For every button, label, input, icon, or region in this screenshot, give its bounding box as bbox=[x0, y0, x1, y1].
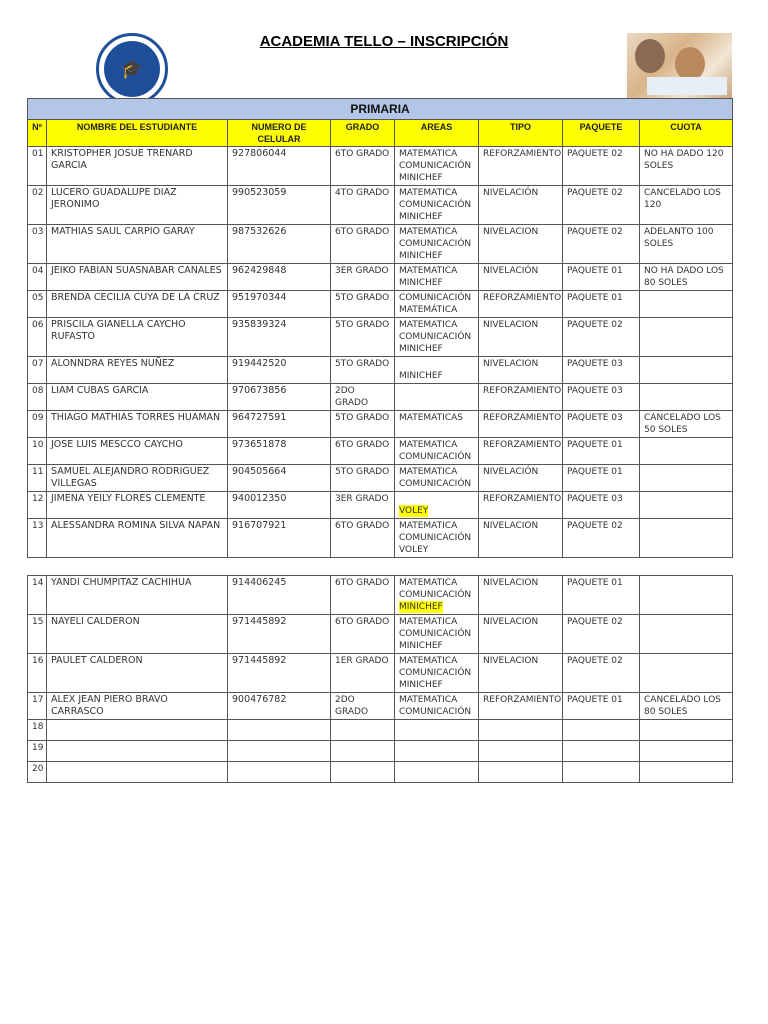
area-item: COMUNICACIÓN bbox=[399, 479, 472, 489]
type-cell: NIVELACIÓN bbox=[479, 186, 563, 225]
header-photo bbox=[627, 33, 732, 99]
area-item: MATEMATICA bbox=[399, 266, 458, 276]
table-row bbox=[28, 741, 733, 762]
table-row bbox=[28, 411, 733, 438]
area-item: MATEMATICA bbox=[399, 578, 458, 588]
row-number-cell: 19 bbox=[28, 741, 47, 762]
phone-number-cell bbox=[228, 720, 331, 741]
areas-cell bbox=[395, 291, 479, 318]
student-name-cell: JOSE LUIS MESCCO CAYCHO bbox=[47, 438, 228, 465]
phone-number-cell: 971445892 bbox=[228, 654, 331, 693]
area-item: MATEMATICA bbox=[399, 695, 458, 705]
student-name-cell: KRISTOPHER JOSUE TRENARD GARCIA bbox=[47, 147, 228, 186]
area-item bbox=[399, 721, 474, 733]
row-number-cell: 05 bbox=[28, 291, 47, 318]
area-item: MINICHEF bbox=[399, 641, 443, 651]
grade-cell: 3ER GRADO bbox=[331, 264, 395, 291]
area-item: MINICHEF bbox=[399, 251, 443, 261]
area-item bbox=[399, 493, 474, 505]
phone-number-cell: 940012350 bbox=[228, 492, 331, 519]
areas-cell bbox=[395, 264, 479, 291]
area-item: MINICHEF bbox=[399, 173, 443, 183]
area-item: MATEMATICA bbox=[399, 467, 458, 477]
phone-number-cell: 935839324 bbox=[228, 318, 331, 357]
area-item: MATEMÁTICA bbox=[399, 305, 458, 315]
student-name-cell: LIAM CUBAS GARCIA bbox=[47, 384, 228, 411]
student-name-cell: ALESSANDRA ROMINA SILVA NAPAN bbox=[47, 519, 228, 558]
areas-cell bbox=[395, 384, 479, 411]
table-row bbox=[28, 318, 733, 357]
header-row bbox=[28, 120, 733, 147]
row-number-cell: 17 bbox=[28, 693, 47, 720]
phone-number-cell: 927806044 bbox=[228, 147, 331, 186]
row-number-cell: 10 bbox=[28, 438, 47, 465]
grade-cell: 6TO GRADO bbox=[331, 576, 395, 615]
student-name-cell: JEIKO FABIAN SUASNABAR CANALES bbox=[47, 264, 228, 291]
type-cell: REFORZAMIENTO bbox=[479, 693, 563, 720]
package-cell: PAQUETE 03 bbox=[563, 384, 640, 411]
quota-cell bbox=[640, 438, 733, 465]
area-item: MATEMATICA bbox=[399, 149, 458, 159]
package-cell: PAQUETE 01 bbox=[563, 693, 640, 720]
row-number-cell: 11 bbox=[28, 465, 47, 492]
phone-number-cell bbox=[228, 741, 331, 762]
areas-cell bbox=[395, 654, 479, 693]
package-cell: PAQUETE 02 bbox=[563, 225, 640, 264]
phone-number-cell: 987532626 bbox=[228, 225, 331, 264]
type-cell: NIVELACIÓN bbox=[479, 264, 563, 291]
phone-number-cell: 973651878 bbox=[228, 438, 331, 465]
grade-cell: 6TO GRADO bbox=[331, 147, 395, 186]
column-header: Nº bbox=[28, 120, 47, 147]
table-row bbox=[28, 654, 733, 693]
area-item bbox=[399, 385, 474, 397]
table-row bbox=[28, 615, 733, 654]
student-name-cell: MATHIAS SAUL CARPIO GARAY bbox=[47, 225, 228, 264]
package-cell bbox=[563, 741, 640, 762]
student-name-cell: YANDI CHUMPITAZ CACHIHUA bbox=[47, 576, 228, 615]
student-name-cell: ALEX JEAN PIERO BRAVO CARRASCO bbox=[47, 693, 228, 720]
type-cell: REFORZAMIENTO bbox=[479, 492, 563, 519]
table-row bbox=[28, 291, 733, 318]
table-row bbox=[28, 465, 733, 492]
table-row bbox=[28, 186, 733, 225]
area-item: COMUNICACIÓN bbox=[399, 590, 472, 600]
grade-cell: 5TO GRADO bbox=[331, 411, 395, 438]
quota-cell bbox=[640, 492, 733, 519]
type-cell: REFORZAMIENTO bbox=[479, 147, 563, 186]
grade-cell: 6TO GRADO bbox=[331, 519, 395, 558]
quota-cell: NO HA DADO LOS 80 SOLES bbox=[640, 264, 733, 291]
package-cell: PAQUETE 02 bbox=[563, 519, 640, 558]
quota-cell bbox=[640, 384, 733, 411]
grade-cell: 4TO GRADO bbox=[331, 186, 395, 225]
package-cell: PAQUETE 01 bbox=[563, 264, 640, 291]
quota-cell bbox=[640, 741, 733, 762]
table-row bbox=[28, 147, 733, 186]
package-cell: PAQUETE 02 bbox=[563, 147, 640, 186]
column-header: NOMBRE DEL ESTUDIANTE bbox=[47, 120, 228, 147]
phone-number-cell: 951970344 bbox=[228, 291, 331, 318]
package-cell: PAQUETE 01 bbox=[563, 291, 640, 318]
enrollment-table-continued bbox=[27, 575, 733, 783]
phone-number-cell: 964727591 bbox=[228, 411, 331, 438]
phone-number-cell: 914406245 bbox=[228, 576, 331, 615]
column-header: CUOTA bbox=[640, 120, 733, 147]
row-number-cell: 13 bbox=[28, 519, 47, 558]
area-item: MATEMATICA bbox=[399, 656, 458, 666]
type-cell: NIVELACION bbox=[479, 654, 563, 693]
table-row bbox=[28, 762, 733, 783]
type-cell: NIVELACION bbox=[479, 615, 563, 654]
table-row bbox=[28, 264, 733, 291]
area-item: COMUNICACIÓN bbox=[399, 293, 472, 303]
area-item: COMUNICACIÓN bbox=[399, 452, 472, 462]
package-cell: PAQUETE 02 bbox=[563, 318, 640, 357]
package-cell: PAQUETE 03 bbox=[563, 411, 640, 438]
row-number-cell: 01 bbox=[28, 147, 47, 186]
area-item: MINICHEF bbox=[399, 371, 443, 381]
quota-cell: ADELANTO 100 SOLES bbox=[640, 225, 733, 264]
package-cell bbox=[563, 762, 640, 783]
type-cell: NIVELACION bbox=[479, 318, 563, 357]
package-cell: PAQUETE 01 bbox=[563, 438, 640, 465]
table-row bbox=[28, 384, 733, 411]
phone-number-cell: 916707921 bbox=[228, 519, 331, 558]
package-cell: PAQUETE 02 bbox=[563, 186, 640, 225]
type-cell: REFORZAMIENTO bbox=[479, 411, 563, 438]
type-cell bbox=[479, 720, 563, 741]
quota-cell: NO HA DADO 120 SOLES bbox=[640, 147, 733, 186]
row-number-cell: 09 bbox=[28, 411, 47, 438]
grade-cell bbox=[331, 720, 395, 741]
quota-cell bbox=[640, 762, 733, 783]
student-name-cell: PRISCILA GIANELLA CAYCHO RUFASTO bbox=[47, 318, 228, 357]
type-cell: NIVELACION bbox=[479, 576, 563, 615]
grade-cell: 2DO GRADO bbox=[331, 384, 395, 411]
area-item: MATEMATICA bbox=[399, 617, 458, 627]
area-item: MINICHEF bbox=[399, 602, 443, 612]
phone-number-cell: 919442520 bbox=[228, 357, 331, 384]
quota-cell bbox=[640, 720, 733, 741]
area-item: MINICHEF bbox=[399, 344, 443, 354]
package-cell bbox=[563, 720, 640, 741]
student-name-cell: LUCERO GUADALUPE DIAZ JERONIMO bbox=[47, 186, 228, 225]
package-cell: PAQUETE 01 bbox=[563, 576, 640, 615]
row-number-cell: 20 bbox=[28, 762, 47, 783]
area-item: COMUNICACIÓN bbox=[399, 239, 472, 249]
row-number-cell: 08 bbox=[28, 384, 47, 411]
grade-cell: 5TO GRADO bbox=[331, 465, 395, 492]
areas-cell bbox=[395, 720, 479, 741]
area-item bbox=[399, 763, 474, 775]
type-cell bbox=[479, 762, 563, 783]
area-item: COMUNICACIÓN bbox=[399, 707, 472, 717]
quota-cell bbox=[640, 465, 733, 492]
grade-cell: 2DO GRADO bbox=[331, 693, 395, 720]
student-name-cell: PAULET CALDERON bbox=[47, 654, 228, 693]
student-name-cell: BRENDA CECILIA CUYA DE LA CRUZ bbox=[47, 291, 228, 318]
areas-cell bbox=[395, 147, 479, 186]
column-header: NUMERO DE CELULAR bbox=[228, 120, 331, 147]
areas-cell bbox=[395, 492, 479, 519]
type-cell: REFORZAMIENTO bbox=[479, 291, 563, 318]
areas-cell bbox=[395, 615, 479, 654]
grade-cell: 5TO GRADO bbox=[331, 291, 395, 318]
row-number-cell: 15 bbox=[28, 615, 47, 654]
quota-cell: CANCELADO LOS 120 bbox=[640, 186, 733, 225]
table-row bbox=[28, 693, 733, 720]
row-number-cell: 02 bbox=[28, 186, 47, 225]
type-cell bbox=[479, 741, 563, 762]
area-item: MATEMATICA bbox=[399, 188, 458, 198]
student-name-cell bbox=[47, 762, 228, 783]
row-number-cell: 16 bbox=[28, 654, 47, 693]
quota-cell bbox=[640, 576, 733, 615]
quota-cell bbox=[640, 357, 733, 384]
row-number-cell: 14 bbox=[28, 576, 47, 615]
areas-cell bbox=[395, 438, 479, 465]
grade-cell: 6TO GRADO bbox=[331, 615, 395, 654]
areas-cell bbox=[395, 465, 479, 492]
student-name-cell: JIMENA YEILY FLORES CLEMENTE bbox=[47, 492, 228, 519]
page-title: ACADEMIA TELLO – INSCRIPCIÓN bbox=[259, 33, 509, 50]
type-cell: NIVELACION bbox=[479, 519, 563, 558]
areas-cell bbox=[395, 225, 479, 264]
phone-number-cell: 904505664 bbox=[228, 465, 331, 492]
grade-cell: 3ER GRADO bbox=[331, 492, 395, 519]
column-header: PAQUETE bbox=[563, 120, 640, 147]
grade-cell: 6TO GRADO bbox=[331, 225, 395, 264]
student-name-cell: THIAGO MATHIAS TORRES HUAMAN bbox=[47, 411, 228, 438]
row-number-cell: 03 bbox=[28, 225, 47, 264]
quota-cell bbox=[640, 291, 733, 318]
area-item: COMUNICACIÓN bbox=[399, 161, 472, 171]
table-row bbox=[28, 357, 733, 384]
graduation-cap-icon: 🎓 bbox=[104, 41, 160, 97]
row-number-cell: 12 bbox=[28, 492, 47, 519]
student-name-cell: NAYELI CALDERON bbox=[47, 615, 228, 654]
areas-cell bbox=[395, 762, 479, 783]
phone-number-cell: 900476782 bbox=[228, 693, 331, 720]
student-name-cell bbox=[47, 720, 228, 741]
enrollment-table-primaria bbox=[27, 98, 733, 558]
table-row bbox=[28, 225, 733, 264]
areas-cell bbox=[395, 186, 479, 225]
row-number-cell: 04 bbox=[28, 264, 47, 291]
quota-cell bbox=[640, 654, 733, 693]
areas-cell bbox=[395, 357, 479, 384]
type-cell: NIVELACION bbox=[479, 357, 563, 384]
table-row bbox=[28, 438, 733, 465]
row-number-cell: 07 bbox=[28, 357, 47, 384]
areas-cell bbox=[395, 411, 479, 438]
area-item: MATEMATICA bbox=[399, 320, 458, 330]
areas-cell bbox=[395, 741, 479, 762]
type-cell: NIVELACION bbox=[479, 225, 563, 264]
package-cell: PAQUETE 01 bbox=[563, 465, 640, 492]
area-item: MATEMATICA bbox=[399, 440, 458, 450]
grade-cell: 5TO GRADO bbox=[331, 318, 395, 357]
area-item: MINICHEF bbox=[399, 212, 443, 222]
area-item: COMUNICACIÓN bbox=[399, 332, 472, 342]
grade-cell bbox=[331, 741, 395, 762]
areas-cell bbox=[395, 693, 479, 720]
grade-cell: 6TO GRADO bbox=[331, 438, 395, 465]
area-item: COMUNICACIÓN bbox=[399, 533, 472, 543]
package-cell: PAQUETE 03 bbox=[563, 357, 640, 384]
phone-number-cell: 962429848 bbox=[228, 264, 331, 291]
column-header: GRADO bbox=[331, 120, 395, 147]
table-row bbox=[28, 576, 733, 615]
row-number-cell: 06 bbox=[28, 318, 47, 357]
package-cell: PAQUETE 02 bbox=[563, 615, 640, 654]
phone-number-cell: 970673856 bbox=[228, 384, 331, 411]
areas-cell bbox=[395, 576, 479, 615]
quota-cell bbox=[640, 519, 733, 558]
quota-cell: CANCELADO LOS 80 SOLES bbox=[640, 693, 733, 720]
areas-cell bbox=[395, 318, 479, 357]
phone-number-cell: 990523059 bbox=[228, 186, 331, 225]
area-item: MATEMATICA bbox=[399, 521, 458, 531]
grade-cell: 1ER GRADO bbox=[331, 654, 395, 693]
phone-number-cell: 971445892 bbox=[228, 615, 331, 654]
area-item: VOLEY bbox=[399, 506, 429, 516]
column-header: AREAS bbox=[395, 120, 479, 147]
column-header: TIPO bbox=[479, 120, 563, 147]
phone-number-cell bbox=[228, 762, 331, 783]
quota-cell: CANCELADO LOS 50 SOLES bbox=[640, 411, 733, 438]
package-cell: PAQUETE 03 bbox=[563, 492, 640, 519]
section-title: PRIMARIA bbox=[28, 99, 733, 120]
type-cell: NIVELACIÓN bbox=[479, 465, 563, 492]
grade-cell bbox=[331, 762, 395, 783]
area-item: MATEMATICA bbox=[399, 227, 458, 237]
package-cell: PAQUETE 02 bbox=[563, 654, 640, 693]
grade-cell: 5TO GRADO bbox=[331, 357, 395, 384]
type-cell: REFORZAMIENTO bbox=[479, 384, 563, 411]
type-cell: REFORZAMIENTO bbox=[479, 438, 563, 465]
area-item: COMUNICACIÓN bbox=[399, 629, 472, 639]
row-number-cell: 18 bbox=[28, 720, 47, 741]
table-row bbox=[28, 519, 733, 558]
area-item: COMUNICACIÓN bbox=[399, 668, 472, 678]
quota-cell bbox=[640, 318, 733, 357]
student-name-cell: SAMUEL ALEJANDRO RODRIGUEZ VILLEGAS bbox=[47, 465, 228, 492]
area-item bbox=[399, 742, 474, 754]
table-row bbox=[28, 720, 733, 741]
areas-cell bbox=[395, 519, 479, 558]
area-item: MATEMATICAS bbox=[399, 413, 463, 423]
area-item: MINICHEF bbox=[399, 278, 443, 288]
table-row bbox=[28, 492, 733, 519]
area-item: VOLEY bbox=[399, 545, 429, 555]
area-item: COMUNICACIÓN bbox=[399, 200, 472, 210]
student-name-cell: ALONNDRA REYES NUÑEZ bbox=[47, 357, 228, 384]
quota-cell bbox=[640, 615, 733, 654]
area-item: MINICHEF bbox=[399, 680, 443, 690]
student-name-cell bbox=[47, 741, 228, 762]
area-item bbox=[399, 358, 474, 370]
